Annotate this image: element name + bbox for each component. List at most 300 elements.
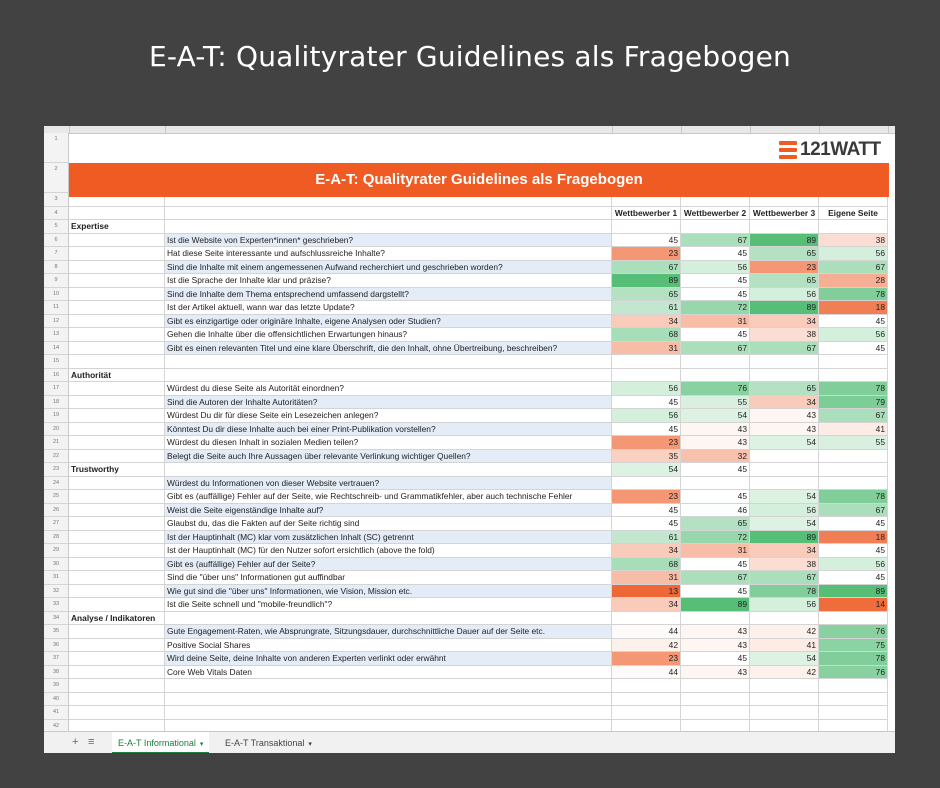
cell[interactable] [69,342,165,356]
score-cell[interactable]: 56 [819,328,888,342]
score-cell[interactable]: 76 [819,625,888,639]
score-cell[interactable]: 89 [612,274,681,288]
row-number[interactable]: 21 [44,436,69,450]
row-number[interactable]: 27 [44,517,69,531]
add-sheet-icon[interactable]: + [72,736,79,748]
sheet-row [44,274,895,288]
cell[interactable] [69,531,165,545]
question-text[interactable]: Sind die Inhalte mit einem angemessenen Aufwand recherchiert und geschrieben worden? [165,261,612,275]
sheet-tab-bar [44,731,895,753]
cell[interactable] [69,706,165,720]
row-number[interactable]: 23 [44,463,69,477]
cell[interactable] [69,423,165,437]
row-number[interactable]: 41 [44,706,69,720]
score-cell[interactable] [612,369,681,383]
cell[interactable] [69,598,165,612]
score-cell[interactable]: 38 [750,558,819,572]
score-cell[interactable]: 43 [750,423,819,437]
score-cell[interactable] [819,450,888,464]
row-number[interactable]: 1 [44,133,69,163]
score-cell[interactable] [612,693,681,707]
row-number[interactable]: 16 [44,369,69,383]
cell[interactable] [69,490,165,504]
score-cell[interactable] [681,369,750,383]
cell[interactable] [165,612,612,626]
question-text[interactable]: Ist der Hauptinhalt (MC) für den Nutzer sofort ersichtlich (above the fold) [165,544,612,558]
cell[interactable] [69,517,165,531]
row-number[interactable]: 30 [44,558,69,572]
row-number[interactable]: 22 [44,450,69,464]
cell[interactable] [69,693,165,707]
question-text[interactable]: Würdest du Informationen von dieser Website vertrauen? [165,477,612,491]
score-cell[interactable] [819,679,888,693]
cell[interactable] [69,544,165,558]
score-cell[interactable]: 34 [612,315,681,329]
cell[interactable] [69,328,165,342]
question-text[interactable]: Hat diese Seite interessante und aufschlussreiche Inhalte? [165,247,612,261]
score-cell[interactable]: 54 [750,436,819,450]
row-number[interactable]: 42 [44,720,69,734]
score-cell[interactable]: 56 [612,409,681,423]
score-cell[interactable]: 23 [612,436,681,450]
score-cell[interactable] [612,612,681,626]
score-cell[interactable]: 78 [819,288,888,302]
score-cell[interactable]: 89 [750,531,819,545]
score-cell[interactable] [612,477,681,491]
question-text[interactable]: Würdest du diesen Inhalt in sozialen Medien teilen? [165,436,612,450]
score-cell[interactable]: 68 [612,558,681,572]
score-cell[interactable]: 42 [750,625,819,639]
logo [779,139,889,161]
question-text[interactable]: Sind die Inhalte dem Thema entsprechend umfassend dargstellt? [165,288,612,302]
row-number[interactable]: 4 [44,207,69,221]
score-cell[interactable] [612,679,681,693]
cell[interactable] [165,355,612,369]
cell[interactable] [69,666,165,680]
column-header-label[interactable]: Wettbewerber 3 [750,207,819,221]
sheet-row [44,652,895,666]
question-text[interactable]: Core Web Vitals Daten [165,666,612,680]
score-cell[interactable]: 67 [819,409,888,423]
score-cell[interactable]: 78 [819,652,888,666]
section-label[interactable]: Trustworthy [69,463,165,477]
sheet-row [44,544,895,558]
score-cell[interactable]: 34 [750,396,819,410]
score-cell[interactable] [819,220,888,234]
score-cell[interactable]: 45 [612,396,681,410]
chevron-down-icon[interactable]: ▾ [308,741,312,748]
question-text[interactable]: Glaubst du, das die Fakten auf der Seite richtig sind [165,517,612,531]
score-cell[interactable] [612,355,681,369]
score-cell[interactable]: 18 [819,531,888,545]
score-cell[interactable]: 45 [819,571,888,585]
score-cell[interactable]: 56 [681,261,750,275]
score-cell[interactable]: 78 [819,382,888,396]
score-cell[interactable] [612,220,681,234]
score-cell[interactable]: 45 [681,328,750,342]
question-text[interactable]: Sind die Autoren der Inhalte Autoritäten? [165,396,612,410]
sheet-row [44,639,895,653]
question-text[interactable]: Gute Engagement-Raten, wie Absprungrate, Sitzungsdauer, durchschnittliche Dauer auf der Seite etc. [165,625,612,639]
score-cell[interactable]: 78 [750,585,819,599]
row-number[interactable]: 26 [44,504,69,518]
banner-title: E-A-T: Qualityrater Guidelines als Fragebogen [69,163,889,197]
score-cell[interactable]: 56 [750,504,819,518]
row-number[interactable]: 38 [44,666,69,680]
row-number[interactable]: 12 [44,315,69,329]
question-text[interactable] [165,463,612,477]
score-cell[interactable]: 45 [681,585,750,599]
question-text[interactable]: Ist der Artikel aktuell, wann war das letzte Update? [165,301,612,315]
cell[interactable] [69,396,165,410]
cell[interactable] [165,693,612,707]
score-cell[interactable]: 55 [681,396,750,410]
score-cell[interactable]: 45 [819,315,888,329]
cell[interactable] [69,625,165,639]
score-cell[interactable]: 35 [612,450,681,464]
cell[interactable] [165,369,612,383]
tab-label: E-A-T Informational [118,738,196,748]
score-cell[interactable]: 79 [819,396,888,410]
sheet-row [44,220,895,234]
cell[interactable] [69,409,165,423]
row-number[interactable]: 28 [44,531,69,545]
score-cell[interactable]: 76 [681,382,750,396]
score-cell[interactable]: 13 [612,585,681,599]
sheet-row [44,315,895,329]
row-number[interactable]: 10 [44,288,69,302]
score-cell[interactable] [750,693,819,707]
sheet-row [44,328,895,342]
question-text[interactable]: Belegt die Seite auch Ihre Aussagen über relevante Verlinkung wichtiger Quellen? [165,450,612,464]
cell[interactable] [69,261,165,275]
row-number[interactable]: 24 [44,477,69,491]
question-text[interactable]: Würdest Du dir für diese Seite ein Lesezeichen anlegen? [165,409,612,423]
score-cell[interactable]: 41 [750,639,819,653]
score-cell[interactable]: 45 [681,288,750,302]
score-cell[interactable] [819,463,888,477]
cell[interactable] [69,234,165,248]
score-cell[interactable]: 45 [681,558,750,572]
row-number[interactable]: 29 [44,544,69,558]
score-cell[interactable]: 65 [750,274,819,288]
logo-text: 121WATT [800,139,881,160]
score-cell[interactable] [681,693,750,707]
section-label[interactable]: Authorität [69,369,165,383]
score-cell[interactable]: 45 [612,234,681,248]
score-cell[interactable]: 23 [612,490,681,504]
score-cell[interactable]: 23 [612,652,681,666]
score-cell[interactable]: 67 [681,234,750,248]
score-cell[interactable]: 32 [681,450,750,464]
score-cell[interactable]: 45 [612,504,681,518]
score-cell[interactable] [819,706,888,720]
score-cell[interactable]: 41 [819,423,888,437]
row-number[interactable]: 9 [44,274,69,288]
sheet-row [44,531,895,545]
question-text[interactable]: Sind die "über uns" Informationen gut auffindbar [165,571,612,585]
score-cell[interactable] [819,612,888,626]
score-cell[interactable] [750,706,819,720]
question-text[interactable]: Ist die Website von Experten*innen* geschrieben? [165,234,612,248]
score-cell[interactable]: 34 [750,544,819,558]
cell[interactable] [69,477,165,491]
score-cell[interactable]: 75 [819,639,888,653]
score-cell[interactable]: 89 [750,301,819,315]
score-cell[interactable]: 45 [819,342,888,356]
score-cell[interactable] [750,463,819,477]
score-cell[interactable]: 31 [681,315,750,329]
score-cell[interactable] [681,355,750,369]
score-cell[interactable]: 46 [681,504,750,518]
score-cell[interactable] [750,450,819,464]
row-number[interactable]: 6 [44,234,69,248]
sheet-row [44,490,895,504]
score-cell[interactable] [819,369,888,383]
row-number[interactable]: 36 [44,639,69,653]
score-cell[interactable]: 45 [681,463,750,477]
cell[interactable] [69,301,165,315]
question-text[interactable]: Positive Social Shares [165,639,612,653]
score-cell[interactable]: 54 [612,463,681,477]
score-cell[interactable] [819,355,888,369]
score-cell[interactable]: 31 [612,342,681,356]
cell[interactable] [69,247,165,261]
score-cell[interactable]: 45 [681,490,750,504]
score-cell[interactable]: 61 [612,531,681,545]
row-number[interactable]: 2 [44,163,69,193]
cell[interactable] [69,315,165,329]
score-cell[interactable]: 54 [681,409,750,423]
row-number[interactable]: 5 [44,220,69,234]
section-label[interactable]: Analyse / Indikatoren [69,612,165,626]
score-cell[interactable]: 43 [681,625,750,639]
score-cell[interactable]: 65 [750,382,819,396]
score-cell[interactable]: 44 [612,625,681,639]
question-text[interactable]: Ist die Sprache der Inhalte klar und präzise? [165,274,612,288]
score-cell[interactable]: 78 [819,490,888,504]
question-text[interactable]: Gibt es (auffällige) Fehler auf der Seite? [165,558,612,572]
score-cell[interactable]: 67 [681,571,750,585]
score-cell[interactable] [681,679,750,693]
score-cell[interactable]: 44 [612,666,681,680]
score-cell[interactable]: 45 [681,274,750,288]
sheet-row [44,369,895,383]
score-cell[interactable]: 67 [681,342,750,356]
score-cell[interactable]: 45 [819,517,888,531]
score-cell[interactable]: 65 [681,517,750,531]
score-cell[interactable]: 67 [819,504,888,518]
score-cell[interactable] [681,706,750,720]
row-number[interactable]: 39 [44,679,69,693]
score-cell[interactable]: 56 [750,288,819,302]
sheet-row [44,355,895,369]
row-number[interactable]: 25 [44,490,69,504]
row-number[interactable]: 37 [44,652,69,666]
cell[interactable] [69,652,165,666]
score-cell[interactable] [612,706,681,720]
score-cell[interactable]: 38 [819,234,888,248]
score-cell[interactable]: 45 [612,517,681,531]
question-text[interactable]: Würdest du diese Seite als Autorität einordnen? [165,382,612,396]
score-cell[interactable]: 89 [681,598,750,612]
sheet-row [44,207,895,221]
score-cell[interactable] [750,612,819,626]
score-cell[interactable]: 34 [612,544,681,558]
row-number[interactable]: 35 [44,625,69,639]
score-cell[interactable]: 61 [612,301,681,315]
score-cell[interactable]: 28 [819,274,888,288]
question-text[interactable]: Ist der Hauptinhalt (MC) klar vom zusätzlichen Inhalt (SC) getrennt [165,531,612,545]
score-cell[interactable] [750,679,819,693]
cell[interactable] [165,207,612,221]
score-cell[interactable]: 18 [819,301,888,315]
score-cell[interactable] [750,355,819,369]
score-cell[interactable]: 31 [681,544,750,558]
score-cell[interactable]: 65 [750,247,819,261]
row-number[interactable]: 19 [44,409,69,423]
cell[interactable] [165,706,612,720]
score-cell[interactable]: 14 [819,598,888,612]
row-number[interactable]: 15 [44,355,69,369]
cell[interactable] [69,450,165,464]
row-number[interactable]: 20 [44,423,69,437]
score-cell[interactable]: 45 [681,652,750,666]
cell[interactable] [69,436,165,450]
score-cell[interactable]: 56 [612,382,681,396]
score-cell[interactable]: 76 [819,666,888,680]
row-number[interactable]: 3 [44,193,69,207]
score-cell[interactable]: 56 [819,247,888,261]
score-cell[interactable] [681,220,750,234]
sheet-row [44,477,895,491]
score-cell[interactable]: 65 [612,288,681,302]
row-number[interactable]: 40 [44,693,69,707]
score-cell[interactable] [750,220,819,234]
question-text[interactable]: Könntest Du dir diese Inhalte auch bei einer Print-Publikation vorstellen? [165,423,612,437]
question-text[interactable]: Wird deine Seite, deine Inhalte von anderen Experten verlinkt oder erwähnt [165,652,612,666]
score-cell[interactable]: 54 [750,490,819,504]
tab-eat-informational[interactable] [112,732,209,753]
score-cell[interactable]: 54 [750,517,819,531]
score-cell[interactable]: 23 [612,247,681,261]
tab-eat-transaktional[interactable] [219,732,318,753]
score-cell[interactable]: 72 [681,301,750,315]
row-number[interactable]: 13 [44,328,69,342]
row-number[interactable]: 7 [44,247,69,261]
question-text[interactable]: Gibt es einzigartige oder originäre Inhalte, eigene Analysen oder Studien? [165,315,612,329]
score-cell[interactable]: 45 [612,423,681,437]
row-number[interactable]: 32 [44,585,69,599]
score-cell[interactable]: 42 [612,639,681,653]
score-cell[interactable]: 67 [750,342,819,356]
score-cell[interactable]: 31 [612,571,681,585]
question-text[interactable]: Gibt es (auffällige) Fehler auf der Seite, wie Rechtschreib- und Grammatikfehler, aber auch technische Fehler [165,490,612,504]
spreadsheet [44,126,895,753]
score-cell[interactable]: 55 [819,436,888,450]
sheet-row [44,517,895,531]
score-cell[interactable]: 34 [612,598,681,612]
score-cell[interactable]: 42 [750,666,819,680]
row-number[interactable]: 33 [44,598,69,612]
score-cell[interactable]: 68 [612,328,681,342]
chevron-down-icon[interactable]: ▾ [199,741,204,748]
question-text[interactable]: Ist die Seite schnell und "mobile-freundlich"? [165,598,612,612]
score-cell[interactable]: 67 [612,261,681,275]
score-cell[interactable] [681,612,750,626]
score-cell[interactable]: 38 [750,328,819,342]
row-number[interactable]: 14 [44,342,69,356]
row-number[interactable]: 34 [44,612,69,626]
column-header-label[interactable]: Wettbewerber 2 [681,207,750,221]
cell[interactable] [69,639,165,653]
score-cell[interactable]: 67 [819,261,888,275]
score-cell[interactable]: 43 [750,409,819,423]
row-number[interactable]: 8 [44,261,69,275]
row-number[interactable]: 17 [44,382,69,396]
question-text[interactable]: Gibt es einen relevanten Titel und eine klare Überschrift, die den Inhalt, ohne Übertreibung, beschreiben? [165,342,612,356]
question-text[interactable]: Weist die Seite eigenständige Inhalte auf? [165,504,612,518]
all-sheets-icon[interactable]: ≡ [88,736,95,748]
cell[interactable] [69,382,165,396]
sheet-row [44,409,895,423]
cell[interactable] [69,558,165,572]
question-text[interactable]: Wie gut sind die "über uns" Informationen, wie Vision, Mission etc. [165,585,612,599]
cell[interactable] [69,679,165,693]
row-number[interactable]: 31 [44,571,69,585]
score-cell[interactable]: 43 [681,436,750,450]
cell[interactable] [165,220,612,234]
score-cell[interactable]: 43 [681,639,750,653]
score-cell[interactable]: 72 [681,531,750,545]
cell[interactable] [165,679,612,693]
score-cell[interactable]: 45 [681,247,750,261]
cell[interactable] [69,274,165,288]
column-header-label[interactable]: Wettbewerber 1 [612,207,681,221]
column-header-label[interactable]: Eigene Seite [819,207,888,221]
cell[interactable] [69,288,165,302]
cell[interactable] [69,571,165,585]
row-number[interactable]: 18 [44,396,69,410]
score-cell[interactable] [681,477,750,491]
section-label[interactable]: Expertise [69,220,165,234]
score-cell[interactable]: 56 [819,558,888,572]
score-cell[interactable]: 89 [819,585,888,599]
score-cell[interactable] [750,369,819,383]
score-cell[interactable]: 43 [681,666,750,680]
score-cell[interactable] [750,477,819,491]
tab-label: E-A-T Transaktional [225,738,305,748]
score-cell[interactable]: 54 [750,652,819,666]
score-cell[interactable]: 89 [750,234,819,248]
sheet-row [44,625,895,639]
score-cell[interactable]: 34 [750,315,819,329]
score-cell[interactable] [819,477,888,491]
score-cell[interactable] [819,693,888,707]
row-number[interactable]: 11 [44,301,69,315]
cell[interactable] [69,207,165,221]
cell[interactable] [69,355,165,369]
score-cell[interactable]: 67 [750,571,819,585]
sheet-row [44,693,895,707]
score-cell[interactable]: 43 [681,423,750,437]
score-cell[interactable]: 56 [750,598,819,612]
score-cell[interactable]: 45 [819,544,888,558]
score-cell[interactable]: 23 [750,261,819,275]
cell[interactable] [69,585,165,599]
question-text[interactable]: Gehen die Inhalte über die offensichtlichen Erwartungen hinaus? [165,328,612,342]
cell[interactable] [69,504,165,518]
